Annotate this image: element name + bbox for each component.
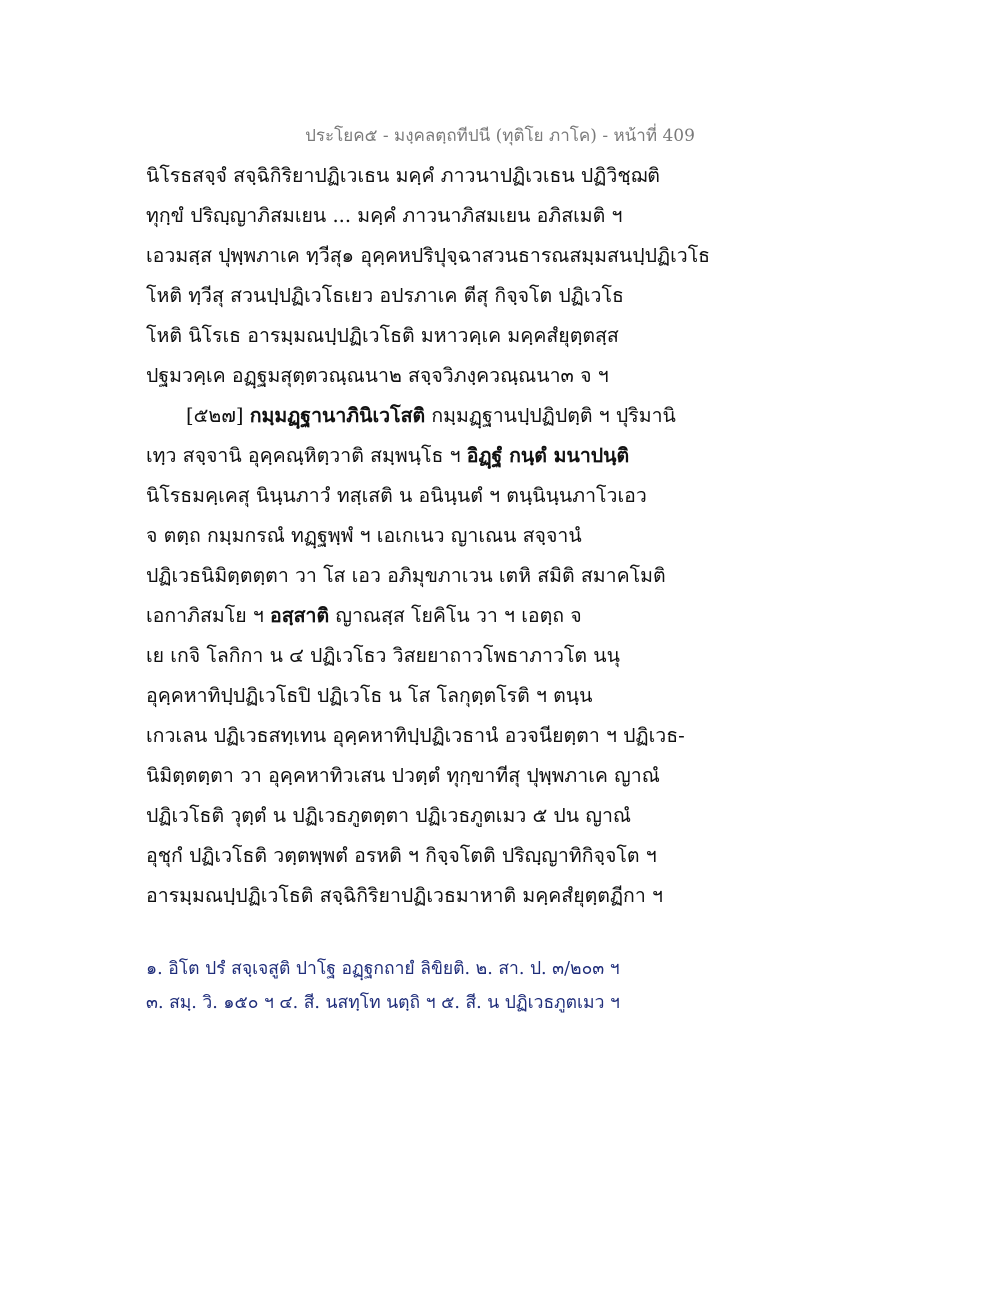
running-header: ประโยค๕ - มงฺคลตฺถทีปนี (ทุติโย ภาโค) - หน้าที่ 409 <box>305 126 695 146</box>
body-line <box>146 636 736 676</box>
bold-term: อสฺสาติ <box>270 604 330 627</box>
text-segment: โหติ นิโรเธ อารมฺมณปฺปฏิเวโธติ มหาวคฺเค มคฺคสํยุตฺตสฺส <box>146 324 619 347</box>
text-segment: กมฺมฏฺฐานปฺปฏิปตฺติ ฯ ปุริมานิ <box>425 404 676 427</box>
body-line <box>146 396 736 436</box>
body-line <box>146 436 736 476</box>
body-line <box>146 356 736 396</box>
text-segment: ปฏิเวธนิมิตฺตตฺตา วา โส เอว อภิมุขภาเวน เตหิ สมิติ สมาคโมติ <box>146 564 666 587</box>
text-segment: เอกาภิสมโย ฯ <box>146 604 270 627</box>
body-line <box>146 756 736 796</box>
bold-term: อิฏฺฐํ กนฺตํ มนาปนฺติ <box>466 444 630 467</box>
text-segment: [๕๒๗] <box>186 404 250 427</box>
text-segment: เอวมสฺส ปุพฺพภาเค ทฺวีสุ๑ อุคฺคหปริปุจฺฉาสวนธารณสมฺมสนปฺปฏิเวโธ <box>146 244 711 267</box>
body-line <box>146 476 736 516</box>
text-segment: จ ตตฺถ กมฺมกรณํ ทฏฺฐพฺพํ ฯ เอเกเนว ญาเณน สจฺจานํ <box>146 524 582 547</box>
text-segment: เกวเลน ปฏิเวธสทฺเทน อุคฺคหาทิปฺปฏิเวธานํ อวจนียตฺตา ฯ ปฏิเวธ- <box>146 724 685 747</box>
text-segment: นิมิตฺตตฺตา วา อุคฺคหาทิวเสน ปวตฺตํ ทุกฺขาทีสุ ปุพฺพภาเค ญาณํ <box>146 764 660 787</box>
text-segment: ญาณสฺส โยคิโน วา ฯ เอตฺถ จ <box>329 604 582 627</box>
body-line <box>146 236 736 276</box>
text-segment: นิโรธสจฺจํ สจฺฉิกิริยาปฏิเวเธน มคฺคํ ภาวนาปฏิเวเธน ปฏิวิชฺฌติ <box>146 164 660 187</box>
body-line <box>146 196 736 236</box>
bold-term: กมฺมฏฺฐานาภินิเวโสติ <box>249 404 426 427</box>
body-line <box>146 556 736 596</box>
body-line <box>146 676 736 716</box>
text-segment: ทุกฺขํ ปริญฺญาภิสมเยน ... มคฺคํ ภาวนาภิสมเยน อภิสเมติ ฯ <box>146 204 623 227</box>
footnote-line: ๑. อิโต ปรํ สจฺเจสูติ ปาโฐ อฏฺฐกถายํ ลิขิยติ. ๒. สา. ป. ๓/๒๐๓ ฯ <box>146 959 620 979</box>
body-line <box>146 796 736 836</box>
footnotes <box>146 952 746 1020</box>
body-line <box>146 876 736 916</box>
text-segment: โหติ ทฺวีสุ สวนปฺปฏิเวโธเยว อปรภาเค ตีสุ กิจฺจโต ปฏิเวโธ <box>146 284 624 307</box>
footnote-line: ๓. สมฺ. วิ. ๑๕๐ ฯ ๔. สี. นสทฺโท นตฺถิ ฯ ๕. สี. น ปฏิเวธภูตเมว ฯ <box>146 993 620 1013</box>
text-segment: อุคฺคหาทิปฺปฏิเวโธปิ ปฏิเวโธ น โส โลกุตฺตโรติ ฯ ตนฺน <box>146 684 593 707</box>
text-segment: เทฺว สจฺจานิ อุคฺคณฺหิตฺวาติ สมฺพนฺโธ ฯ <box>146 444 467 467</box>
body-line <box>146 716 736 756</box>
text-segment: อารมฺมณปฺปฏิเวโธติ สจฺฉิกิริยาปฏิเวธมาหาติ มคฺคสํยุตฺตฏีกา ฯ <box>146 884 663 907</box>
text-segment: ปฐมวคฺเค อฏฺฐมสุตฺตวณฺณนา๒ สจฺจวิภงฺควณฺณนา๓ จ ฯ <box>146 364 609 387</box>
body-line <box>146 836 736 876</box>
body-line <box>146 316 736 356</box>
body-line <box>146 596 736 636</box>
body-line <box>146 156 736 196</box>
body-text <box>146 156 736 916</box>
body-line <box>146 276 736 316</box>
body-line <box>146 516 736 556</box>
text-segment: เย เกจิ โลกิกา น ๔ ปฏิเวโธว วิสยยาถาวโพธาภาวโต นนุ <box>146 644 620 667</box>
text-segment: ปฏิเวโธติ วุตฺตํ น ปฏิเวธภูตตฺตา ปฏิเวธภูตเมว ๕ ปน ญาณํ <box>146 804 631 827</box>
text-segment: อุชุกํ ปฏิเวโธติ วตฺตพฺพตํ อรหติ ฯ กิจฺจโตติ ปริญฺญาทิกิจฺจโต ฯ <box>146 844 657 867</box>
text-segment: นิโรธมคฺเคสุ นินฺนภาวํ ทสฺเสติ น อนินฺนตํ ฯ ตนฺนินฺนภาโวเอว <box>146 484 647 507</box>
